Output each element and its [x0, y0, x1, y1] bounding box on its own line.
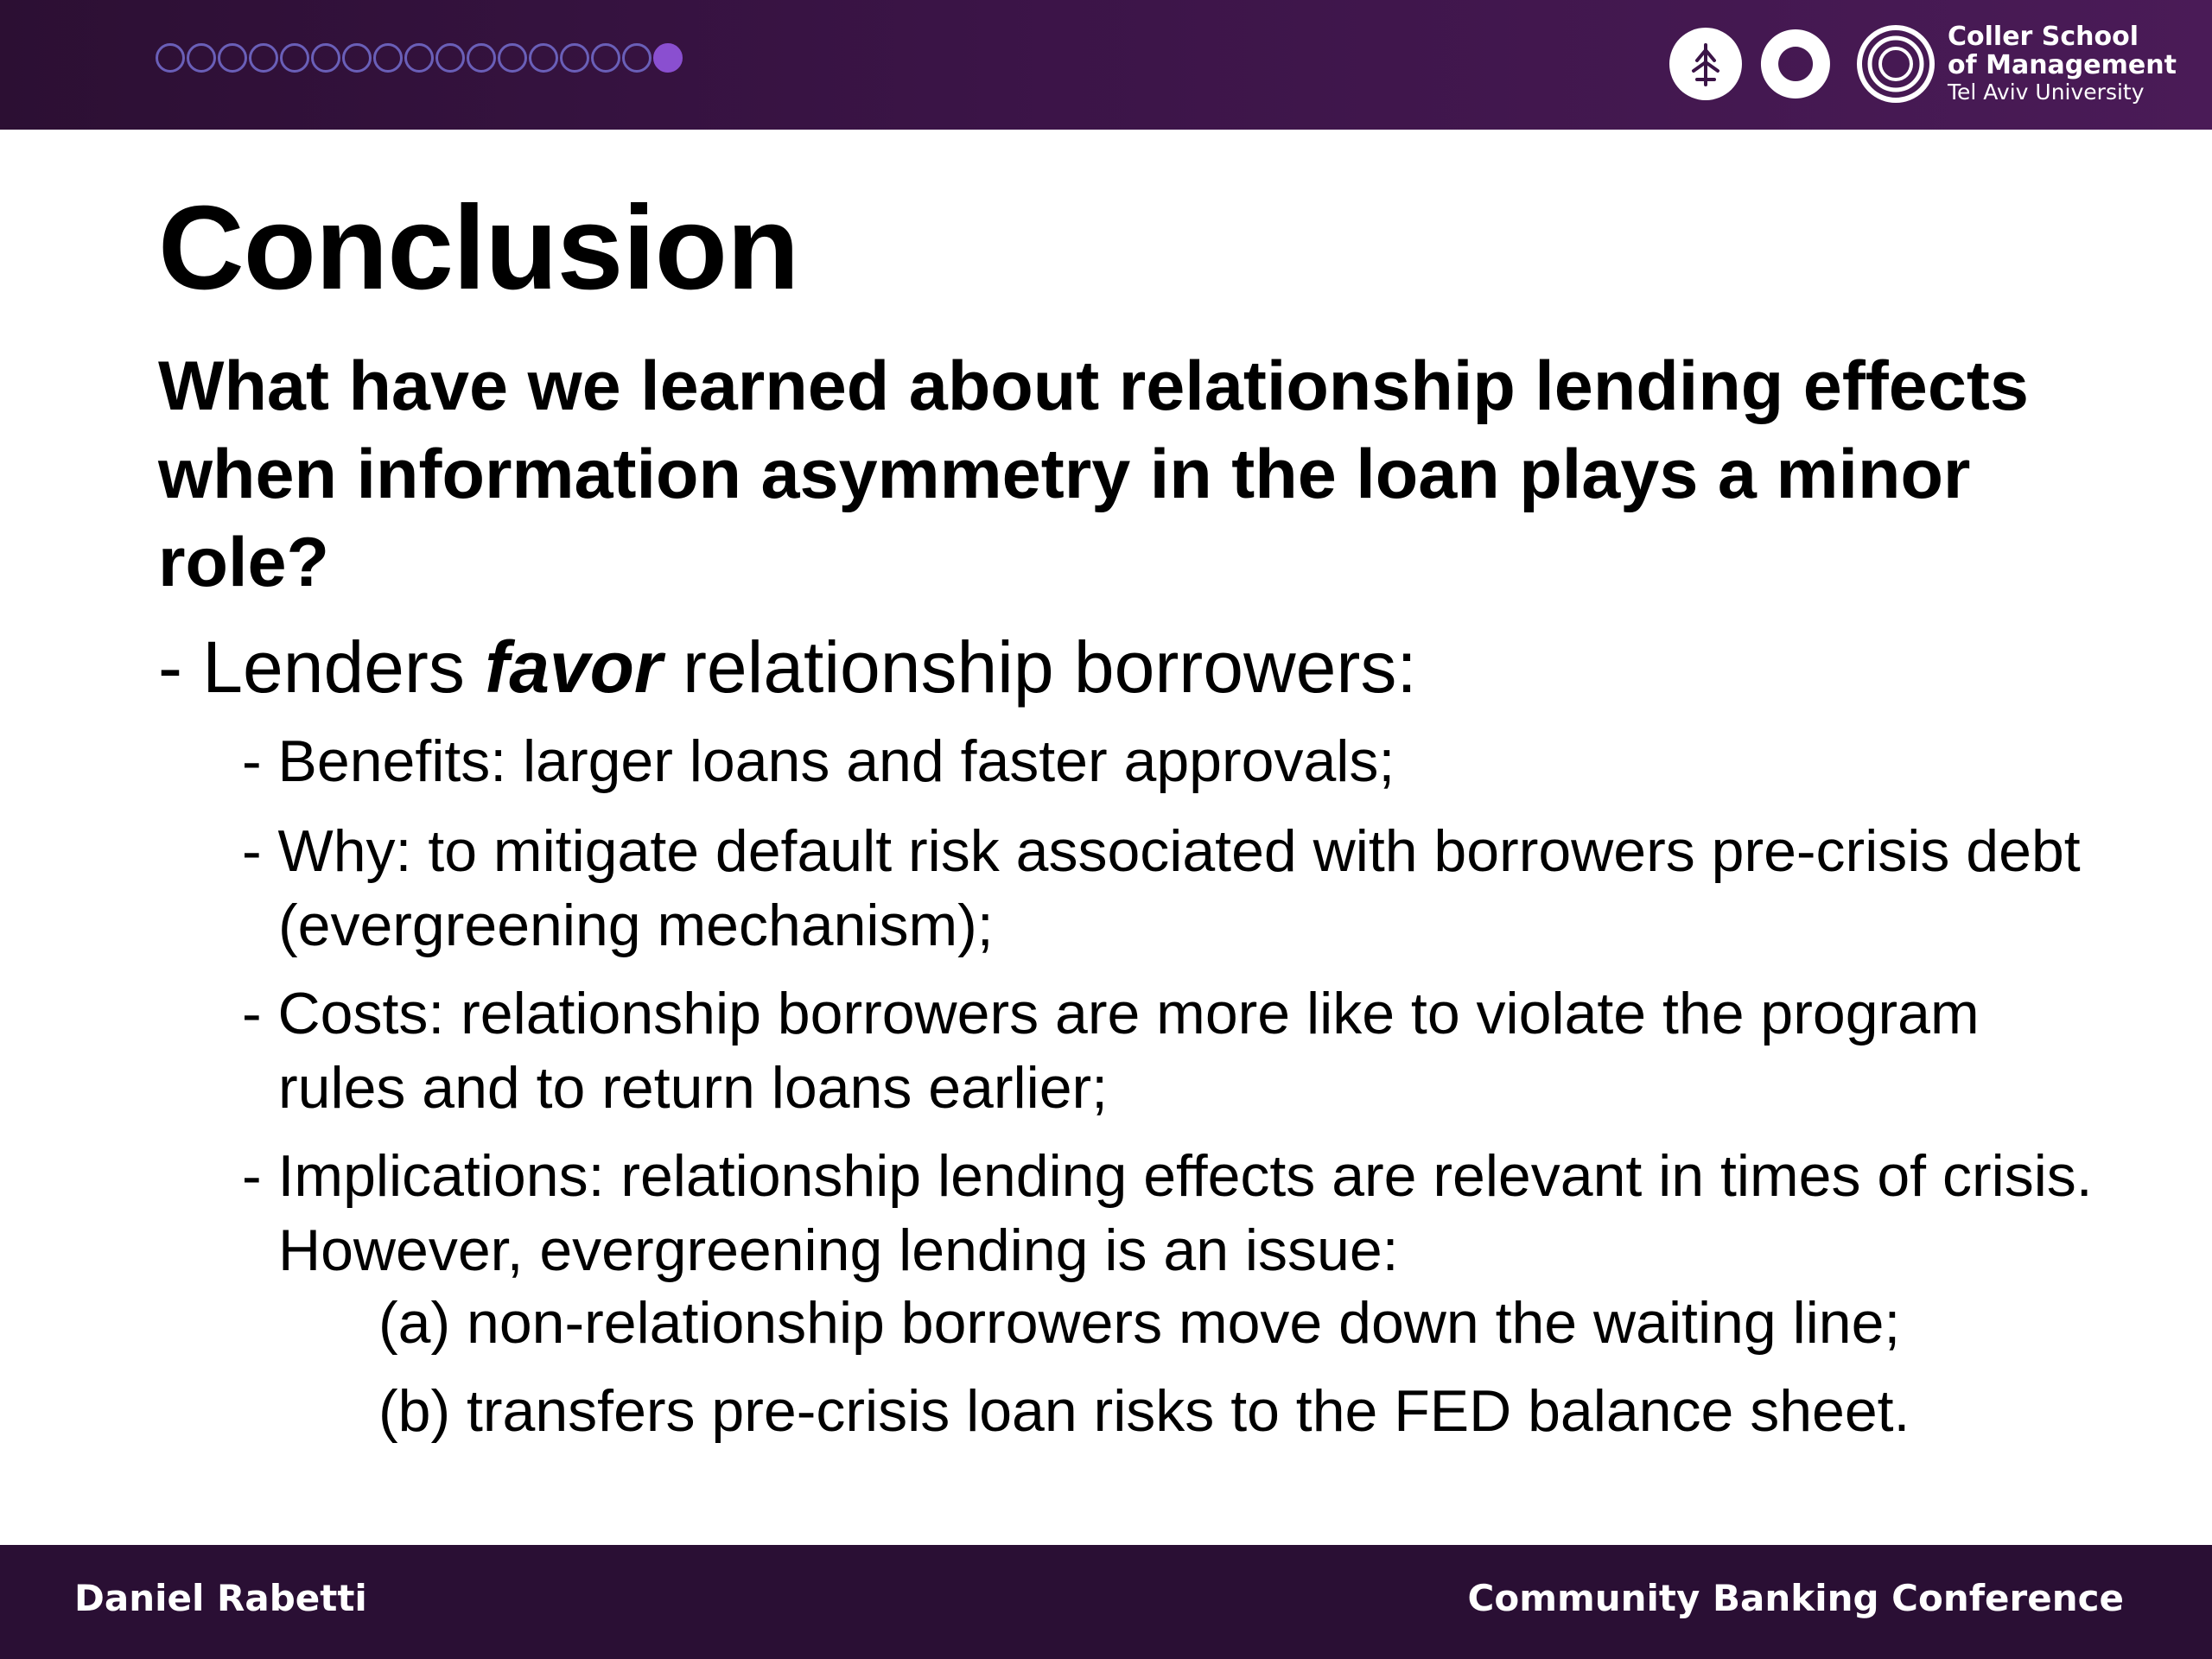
school-line-2: of Management — [1948, 50, 2177, 80]
sub-point-implications: - Implications: relationship lending effects are relevant in times of crisis. However, evergreening lending is an issue: — [242, 1143, 2093, 1283]
footer-author: Daniel Rabetti — [74, 1577, 367, 1619]
progress-dot — [280, 43, 309, 73]
progress-dot — [560, 43, 589, 73]
header-bar — [0, 0, 2212, 130]
progress-dot — [529, 43, 558, 73]
progress-dot — [249, 43, 278, 73]
progress-dot — [404, 43, 434, 73]
progress-dot — [218, 43, 247, 73]
main-point-emphasis: favor — [485, 626, 663, 708]
progress-dot — [591, 43, 620, 73]
progress-dot — [187, 43, 216, 73]
school-line-3: Tel Aviv University — [1948, 79, 2145, 105]
main-point-suffix: relationship borrowers: — [662, 626, 1417, 708]
sub-sub-point-a: (a) non-relationship borrowers move down the waiting line; — [378, 1290, 1901, 1356]
footer-event: Community Banking Conference — [1467, 1577, 2124, 1619]
sub-point-benefits: - Benefits: larger loans and faster approvals; — [242, 728, 1395, 794]
progress-dot — [435, 43, 465, 73]
progress-dot — [311, 43, 340, 73]
progress-dot — [467, 43, 496, 73]
sub-point-why: - Why: to mitigate default risk associated with borrowers pre-crisis debt (evergreening mechanism); — [242, 818, 2081, 958]
progress-dot — [156, 43, 185, 73]
main-point-prefix: - Lenders — [158, 626, 486, 708]
slide-title: Conclusion — [158, 181, 799, 315]
progress-dot-current — [653, 43, 683, 73]
progress-dot — [498, 43, 527, 73]
sub-sub-point-b: (b) transfers pre-crisis loan risks to the FED balance sheet. — [378, 1378, 1910, 1444]
school-name — [1948, 24, 2177, 103]
progress-dot — [373, 43, 403, 73]
school-line-1: Coller School — [1948, 22, 2139, 52]
sub-point-costs: - Costs: relationship borrowers are more like to violate the program rules and to return loans earlier; — [242, 981, 1980, 1121]
main-point — [158, 626, 1417, 709]
progress-dot — [622, 43, 652, 73]
university-logo-icon — [1666, 24, 1937, 104]
progress-dot — [342, 43, 372, 73]
slide-question: What have we learned about relationship lending effects when information asymmetry in the loan plays a minor role? — [158, 347, 2029, 601]
slide-progress-dots — [156, 43, 683, 78]
